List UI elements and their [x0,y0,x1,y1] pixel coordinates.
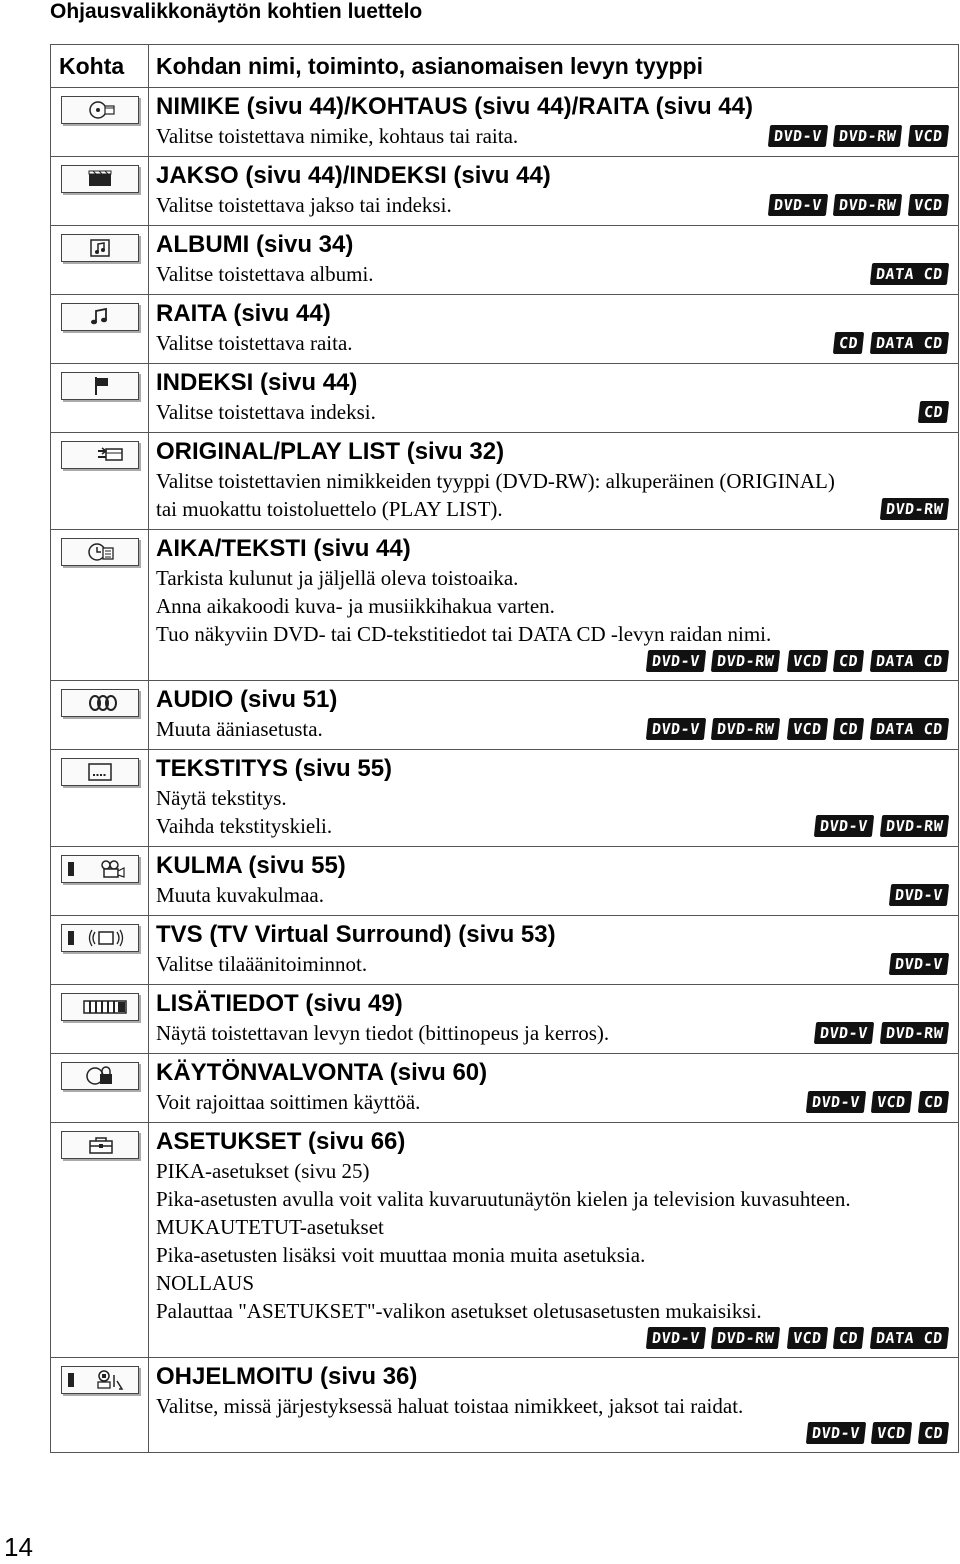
disc-type-badge: CD [918,1422,949,1444]
item-text [156,784,948,840]
item-text [156,398,948,426]
menu-items-table [50,44,959,1453]
disc-type-badge: DATA CD [870,650,949,672]
item-line: Vaihda tekstityskieli. [156,814,333,838]
disc-type-badges [807,815,948,837]
item-description-cell [149,88,959,157]
item-line: MUKAUTETUT-asetukset [156,1215,384,1239]
item-text [156,329,948,357]
item-line: Valitse toistettava indeksi. [156,400,376,424]
item-name: ALBUMI (sivu 34) [156,231,354,258]
disc-type-badge: DVD-RW [711,1327,780,1349]
disc-type-badge: VCD [786,1327,827,1349]
disc-type-badge: DVD-V [806,1091,866,1113]
item-icon-cell [51,530,149,681]
item-icon-cell [51,916,149,985]
item-description-cell [149,226,959,295]
item-line: Valitse tilaäänitoiminnot. [156,952,368,976]
table-row [51,1358,959,1453]
item-description-cell [149,1123,959,1358]
table-row [51,364,959,433]
item-icon-cell [51,226,149,295]
program-icon [61,1366,139,1394]
item-line: Näytä tekstitys. [156,786,287,810]
item-text [156,122,948,150]
item-line: Pika-asetusten lisäksi voit muuttaa monia muita asetuksia. [156,1243,646,1267]
disc-type-badges [882,953,948,975]
album-note-icon [61,234,139,262]
disc-type-badges [156,650,948,672]
disc-type-badge: CD [833,1327,864,1349]
bitrate-icon [61,993,139,1021]
item-line: Muuta ääniasetusta. [156,717,323,741]
item-icon-cell [51,295,149,364]
table-row [51,88,959,157]
table-row [51,847,959,916]
disc-type-badge: DATA CD [870,332,949,354]
disc-type-badge: DVD-RW [880,1022,949,1044]
table-row [51,985,959,1054]
item-icon-cell [51,433,149,530]
item-text [156,1392,948,1420]
disc-type-badge: DVD-V [767,194,827,216]
item-name: LISÄTIEDOT (sivu 49) [156,990,403,1017]
item-text [156,467,948,523]
item-text [156,1088,948,1116]
disc-type-badge: DVD-V [889,884,949,906]
item-line: Muuta kuvakulmaa. [156,883,324,907]
table-row [51,750,959,847]
title-chapter-track-icon [61,96,139,124]
disc-type-badge: DVD-V [646,718,706,740]
item-line: Näytä toistettavan levyn tiedot (bittinopeus ja kerros). [156,1021,610,1045]
disc-type-badge: VCD [908,194,949,216]
item-line: Pika-asetusten avulla voit valita kuvaruutunäytön kielen ja television kuvasuhteen. [156,1187,851,1211]
item-line: Valitse toistettava jakso tai indeksi. [156,193,452,217]
playlist-icon [61,441,139,469]
item-description-cell [149,1358,959,1453]
item-name: KULMA (sivu 55) [156,852,346,879]
item-line: PIKA-asetukset (sivu 25) [156,1159,370,1183]
disc-type-badge: DVD-V [646,650,706,672]
disc-type-badges [639,718,948,740]
disc-type-badge: DVD-V [814,815,874,837]
disc-type-badges [156,1422,948,1444]
disc-type-badges [156,1327,948,1349]
item-description-cell [149,681,959,750]
disc-type-badge: CD [918,401,949,423]
disc-type-badge: VCD [786,650,827,672]
item-description-cell [149,847,959,916]
disc-type-badge: DVD-V [806,1422,866,1444]
disc-type-badge: DVD-V [767,125,827,147]
item-name: KÄYTÖNVALVONTA (sivu 60) [156,1059,488,1086]
item-icon-cell [51,1123,149,1358]
item-description-cell [149,1054,959,1123]
item-description-cell [149,985,959,1054]
header-item: Kohta [51,45,149,88]
header-description: Kohdan nimi, toiminto, asianomaisen levyn tyyppi [149,45,959,88]
disc-type-badge: DATA CD [870,263,949,285]
item-description-cell [149,157,959,226]
table-row [51,681,959,750]
item-line: Anna aikakoodi kuva- ja musiikkihakua varten. [156,594,555,618]
item-name: AIKA/TEKSTI (sivu 44) [156,535,411,562]
table-row [51,1123,959,1358]
index-flag-icon [61,372,139,400]
item-description-cell [149,433,959,530]
disc-type-badge: DVD-RW [880,815,949,837]
disc-type-badge: DVD-V [814,1022,874,1044]
table-row [51,157,959,226]
item-name: TEKSTITYS (sivu 55) [156,755,393,782]
disc-type-badge: DATA CD [870,718,949,740]
item-name: NIMIKE (sivu 44)/KOHTAUS (sivu 44)/RAITA (sivu 44) [156,93,753,120]
surround-icon [61,924,139,952]
table-row [51,433,959,530]
subtitle-icon [61,758,139,786]
disc-type-badge: DVD-V [889,953,949,975]
disc-type-badges [826,332,948,354]
item-icon-cell [51,985,149,1054]
item-name: ASETUKSET (sivu 66) [156,1128,406,1155]
page-title: Ohjausvalikkonäytön kohtien luettelo [50,0,423,23]
item-description-cell [149,364,959,433]
item-name: INDEKSI (sivu 44) [156,369,358,396]
item-icon-cell [51,1358,149,1453]
disc-type-badges [863,263,948,285]
item-name: JAKSO (sivu 44)/INDEKSI (sivu 44) [156,162,551,189]
disc-type-badge: VCD [908,125,949,147]
item-line: NOLLAUS [156,1271,254,1295]
item-line: Valitse toistettava albumi. [156,262,374,286]
item-icon-cell [51,1054,149,1123]
item-name: OHJELMOITU (sivu 36) [156,1363,418,1390]
item-line: Tuo näkyviin DVD- tai CD-tekstitiedot tai DATA CD -levyn raidan nimi. [156,622,772,646]
table-row [51,916,959,985]
item-line: Valitse, missä järjestyksessä haluat toistaa nimikkeet, jaksot tai raidat. [156,1394,744,1418]
setup-toolbox-icon [61,1131,139,1159]
item-description-cell [149,295,959,364]
disc-type-badge: DVD-RW [833,194,902,216]
item-line: Valitse toistettava nimike, kohtaus tai raita. [156,124,519,148]
table-header-row [51,45,959,88]
parental-lock-icon [61,1062,139,1090]
item-icon-cell [51,88,149,157]
item-icon-cell [51,364,149,433]
item-description-cell [149,750,959,847]
disc-type-badge: DVD-RW [711,650,780,672]
disc-type-badges [807,1022,948,1044]
item-icon-cell [51,681,149,750]
item-name: RAITA (sivu 44) [156,300,331,327]
angle-camera-icon [61,855,139,883]
item-text [156,881,948,909]
disc-type-badge: VCD [871,1422,912,1444]
disc-type-badges [911,401,948,423]
item-name: TVS (TV Virtual Surround) (sivu 53) [156,921,556,948]
item-description-cell [149,916,959,985]
disc-type-badge: VCD [871,1091,912,1113]
clock-text-icon [61,538,139,566]
disc-type-badges [799,1091,948,1113]
item-line: Tarkista kulunut ja jäljellä oleva toistoaika. [156,566,519,590]
item-text [156,715,948,743]
item-line: Valitse toistettavien nimikkeiden tyyppi (DVD-RW): alkuperäinen (ORIGINAL) [156,469,835,493]
item-text [156,950,948,978]
audio-icon [61,689,139,717]
page-number: 14 [4,1532,33,1562]
disc-type-badge: CD [833,650,864,672]
item-line: Palauttaa "ASETUKSET"-valikon asetukset oletusasetusten mukaisiksi. [156,1299,762,1323]
item-name: ORIGINAL/PLAY LIST (sivu 32) [156,438,505,465]
item-text [156,1019,948,1047]
music-note-icon [61,303,139,331]
item-text [156,564,948,648]
disc-type-badges [761,125,948,147]
item-text [156,260,948,288]
disc-type-badges [873,498,948,520]
disc-type-badge: DVD-V [646,1327,706,1349]
item-icon-cell [51,157,149,226]
disc-type-badges [761,194,948,216]
item-icon-cell [51,847,149,916]
item-name: AUDIO (sivu 51) [156,686,338,713]
disc-type-badge: DVD-RW [711,718,780,740]
item-text [156,191,948,219]
disc-type-badge: CD [833,332,864,354]
item-line: Voit rajoittaa soittimen käyttöä. [156,1090,421,1114]
disc-type-badge: VCD [786,718,827,740]
table-row [51,295,959,364]
clapperboard-icon [61,165,139,193]
table-row [51,226,959,295]
disc-type-badges [882,884,948,906]
disc-type-badge: DVD-RW [833,125,902,147]
table-row [51,1054,959,1123]
disc-type-badge: DATA CD [870,1327,949,1349]
table-row [51,530,959,681]
item-icon-cell [51,750,149,847]
disc-type-badge: CD [833,718,864,740]
item-line: tai muokattu toistoluettelo (PLAY LIST). [156,497,503,521]
item-text [156,1157,948,1325]
item-line: Valitse toistettava raita. [156,331,353,355]
disc-type-badge: DVD-RW [880,498,949,520]
disc-type-badge: CD [918,1091,949,1113]
item-description-cell [149,530,959,681]
